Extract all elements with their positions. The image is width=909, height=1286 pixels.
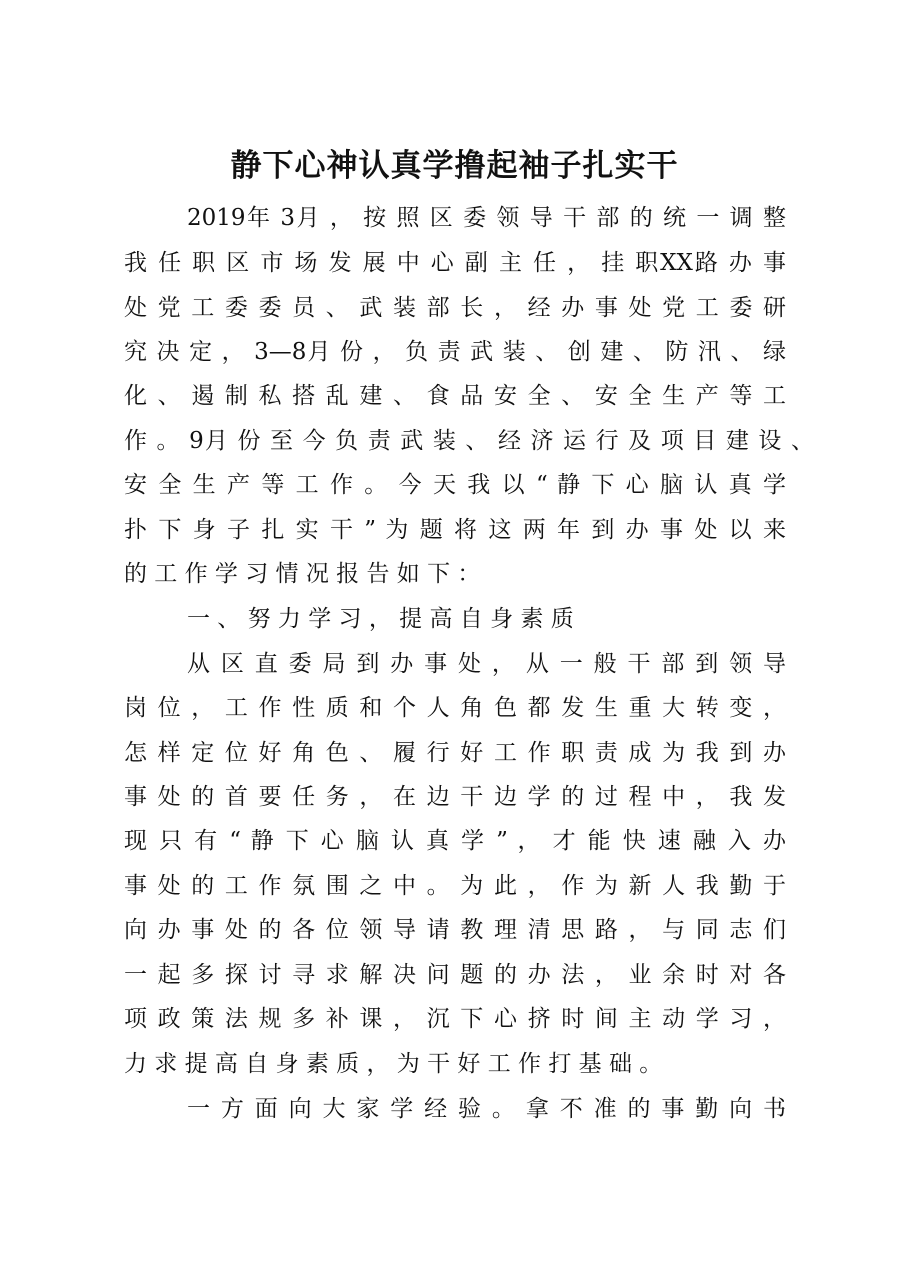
paragraph-line: 化 、 遏 制 私 搭 乱 建 、 食 品 安 全 、 安 全 生 产 等 工 bbox=[124, 383, 786, 409]
paragraph-line: 项 政 策 法 规 多 补 课 ， 沉 下 心 挤 时 间 主 动 学 习 ， bbox=[124, 1006, 786, 1032]
paragraph-line: 现 只 有 “ 静 下 心 脑 认 真 学 ” ， 才 能 快 速 融 入 办 bbox=[124, 828, 786, 854]
paragraph-line: 我 任 职 区 市 场 发 展 中 心 副 主 任 ， 挂 职XX路 办 事 bbox=[124, 250, 786, 276]
paragraph-line: 扑 下 身 子 扎 实 干 ” 为 题 将 这 两 年 到 办 事 处 以 来 bbox=[124, 517, 786, 543]
paragraph-line: 力 求 提 高 自 身 素 质 ， 为 干 好 工 作 打 基 础 。 bbox=[124, 1051, 663, 1077]
paragraph-line: 事 处 的 工 作 氛 围 之 中 。 为 此 ， 作 为 新 人 我 勤 于 bbox=[124, 873, 786, 899]
paragraph-line: 怎 样 定 位 好 角 色 、 履 行 好 工 作 职 责 成 为 我 到 办 bbox=[124, 740, 786, 766]
paragraph-line: 处 党 工 委 委 员 、 武 装 部 长 ， 经 办 事 处 党 工 委 研 bbox=[124, 295, 786, 321]
paragraph-line: 作 。 9月 份 至 今 负 责 武 装 、 经 济 运 行 及 项 目 建 设 、 bbox=[124, 428, 814, 454]
paragraph-line: 事 处 的 首 要 任 务 ， 在 边 干 边 学 的 过 程 中 ， 我 发 bbox=[124, 784, 786, 810]
paragraph-line: 岗 位 ， 工 作 性 质 和 个 人 角 色 都 发 生 重 大 转 变 ， bbox=[124, 695, 786, 721]
document-title: 静下心神认真学撸起袖子扎实干 bbox=[230, 148, 679, 184]
paragraph-line: 的 工 作 学 习 情 况 报 告 如 下 ： bbox=[124, 561, 481, 587]
paragraph-line: 从 区 直 委 局 到 办 事 处 ， 从 一 般 干 部 到 领 导 bbox=[187, 651, 786, 677]
paragraph-line: 一 方 面 向 大 家 学 经 验 。 拿 不 准 的 事 勤 向 书 bbox=[187, 1096, 786, 1122]
paragraph-line: 安 全 生 产 等 工 作 。 今 天 我 以 “ 静 下 心 脑 认 真 学 bbox=[124, 472, 786, 498]
paragraph-line: 向 办 事 处 的 各 位 领 导 请 教 理 清 思 路 ， 与 同 志 们 bbox=[124, 917, 786, 943]
section-heading: 一 、 努 力 学 习 ， 提 高 自 身 素 质 bbox=[187, 606, 574, 632]
paragraph-line: 一 起 多 探 讨 寻 求 解 决 问 题 的 办 法 ， 业 余 时 对 各 bbox=[124, 962, 786, 988]
paragraph-line: 2019年 3月 ， 按 照 区 委 领 导 干 部 的 统 一 调 整 bbox=[187, 205, 786, 231]
paragraph-line: 究 决 定 ， 3—8月 份 ， 负 责 武 装 、 创 建 、 防 汛 、 绿 bbox=[124, 339, 786, 365]
